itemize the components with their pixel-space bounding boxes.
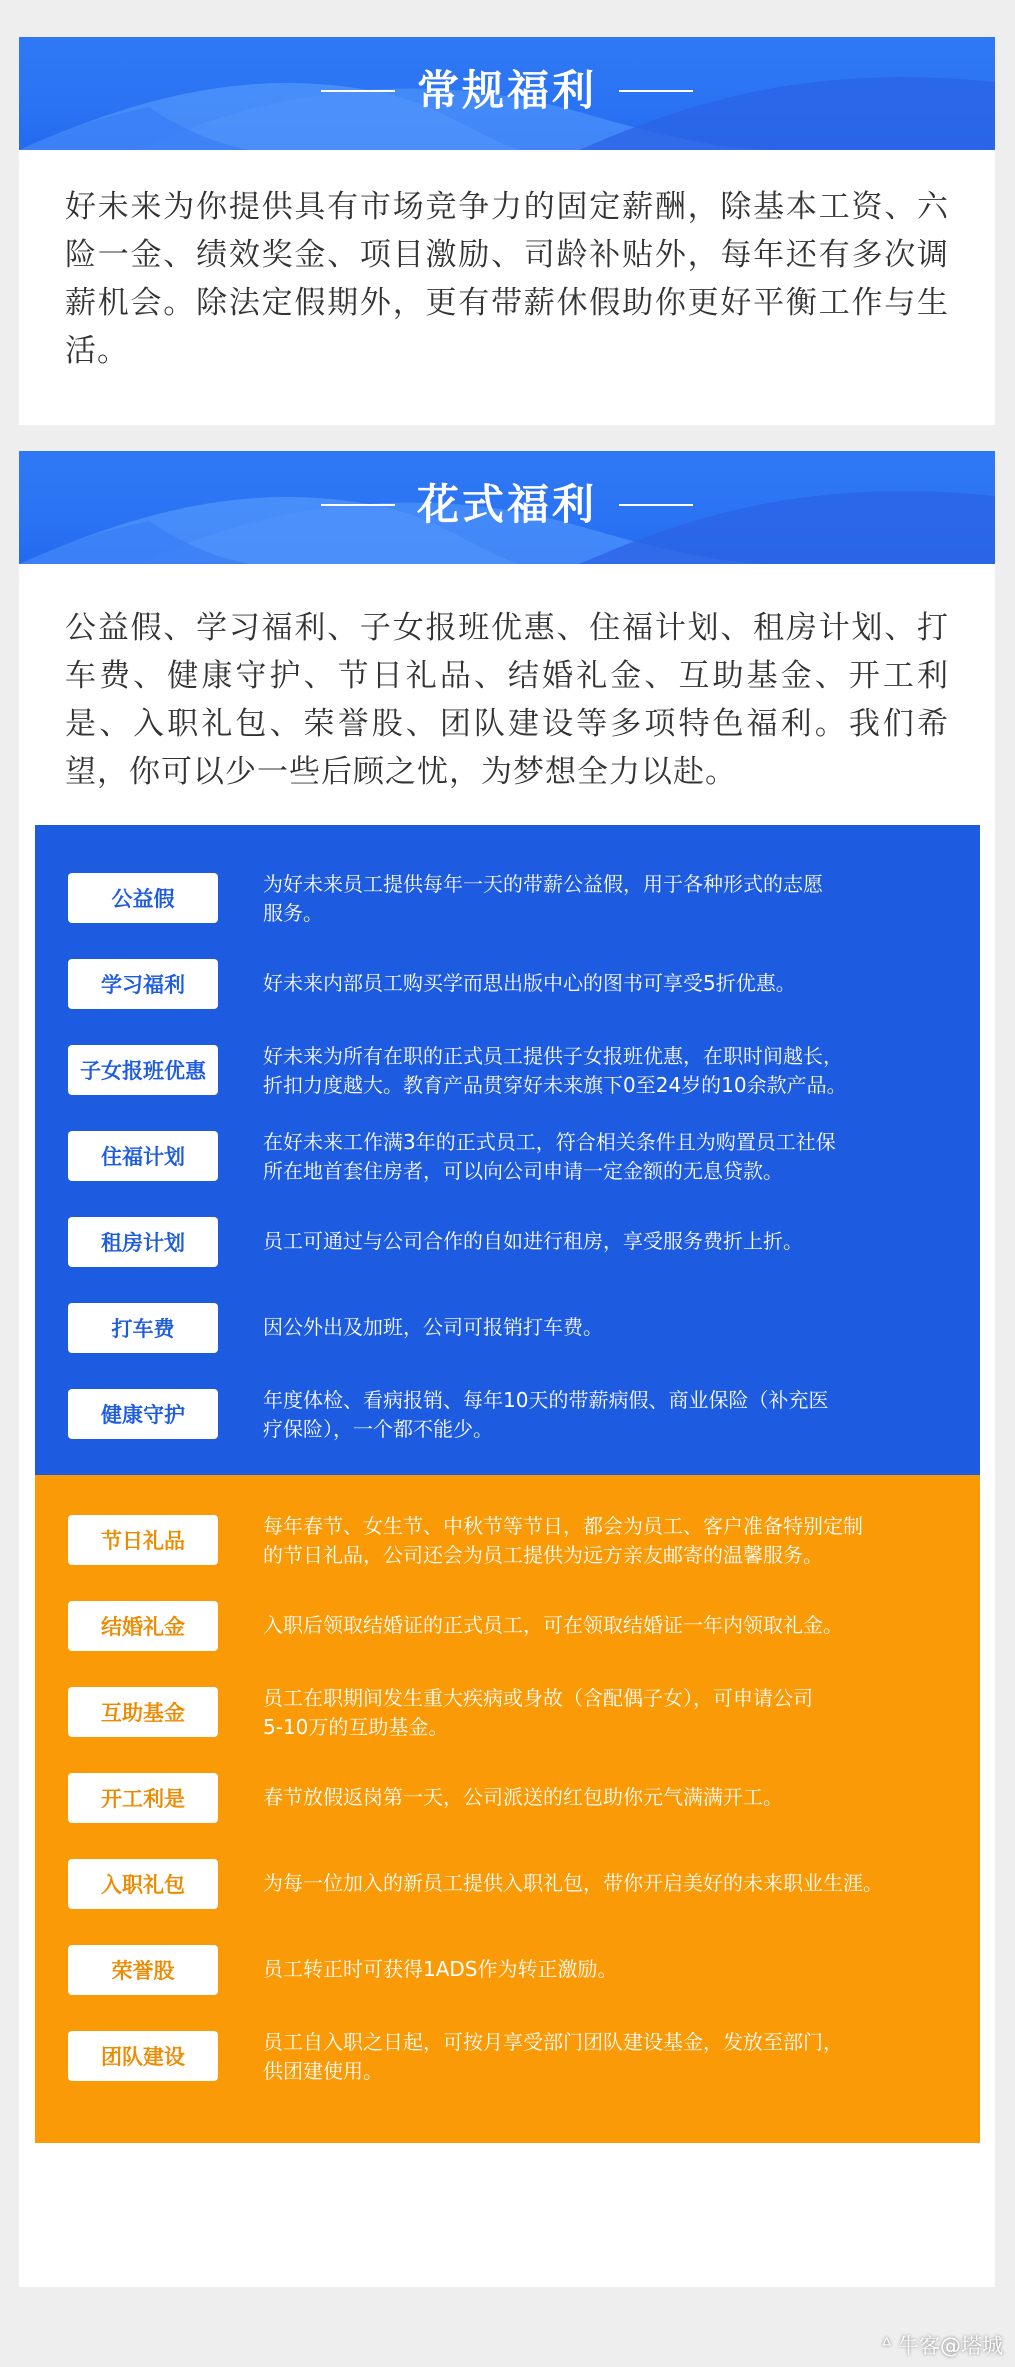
benefit-description [263,1227,975,1256]
special-benefits-card [19,451,995,2287]
benefit-desc-line: 员工在职期间发生重大疾病或身故（含配偶子女），可申请公司 [263,1686,813,1710]
benefit-description [263,1955,975,1984]
benefit-desc-line: 因公外出及加班，公司可报销打车费。 [263,1315,603,1339]
benefit-desc-line: 入职后领取结婚证的正式员工，可在领取结婚证一年内领取礼金。 [263,1613,843,1637]
benefit-desc-line: 员工转正时可获得1ADS作为转正激励。 [263,1957,618,1981]
benefit-desc-line: 年度体检、看病报销、每年10天的带薪病假、商业保险（补充医 [263,1388,829,1412]
benefit-description [263,969,975,998]
special-benefits-title-group [19,475,995,535]
benefit-tag: 健康守护 [68,1389,218,1439]
benefit-desc-line: 折扣力度越大。教育产品贯穿好未来旗下0至24岁的10余款产品。 [263,1073,847,1097]
benefit-tag: 租房计划 [68,1217,218,1267]
benefit-tag: 团队建设 [68,2031,218,2081]
benefit-tag: 荣誉股 [68,1945,218,1995]
benefit-desc-line: 员工自入职之日起，可按月享受部门团队建设基金，发放至部门， [263,2030,843,2054]
title-right-line [619,90,693,92]
benefit-desc-line: 疗保险），一个都不能少。 [263,1417,493,1441]
benefit-desc-line: 的节日礼品，公司还会为员工提供为远方亲友邮寄的温馨服务。 [263,1543,823,1567]
benefit-tag: 子女报班优惠 [68,1045,218,1095]
blue-benefits-block [35,825,980,1475]
benefit-tag: 打车费 [68,1303,218,1353]
benefit-desc-line: 为每一位加入的新员工提供入职礼包，带你开启美好的未来职业生涯。 [263,1871,883,1895]
benefit-description [263,1783,975,1812]
special-benefits-banner [19,451,995,564]
benefit-tag: 开工利是 [68,1773,218,1823]
benefit-tag: 互助基金 [68,1687,218,1737]
benefit-description [263,1869,975,1898]
benefit-desc-line: 员工可通过与公司合作的自如进行租房，享受服务费折上折。 [263,1229,803,1253]
regular-benefits-card [19,37,995,425]
benefit-description [263,1611,975,1640]
benefit-tag: 结婚礼金 [68,1601,218,1651]
special-benefits-title: 花式福利 [416,480,597,529]
benefit-description [263,1042,975,1100]
benefit-description [263,1684,975,1742]
benefit-tag: 住福计划 [68,1131,218,1181]
regular-benefits-intro: 好未来为你提供具有市场竞争力的固定薪酬，除基本工资、六险一金、绩效奖金、项目激励、司龄补贴外，每年还有多次调薪机会。除法定假期外，更有带薪休假助你更好平衡工作与生活。 [65,189,949,369]
title-right-line [619,504,693,506]
benefit-tag: 入职礼包 [68,1859,218,1909]
benefit-tag: 节日礼品 [68,1515,218,1565]
niuke-logo-icon: ᐞ [881,2333,892,2357]
benefit-desc-line: 供团建使用。 [263,2059,383,2083]
benefit-description [263,1512,975,1570]
orange-benefits-block [35,1475,980,2143]
benefit-tag: 公益假 [68,873,218,923]
special-benefits-intro: 公益假、学习福利、子女报班优惠、住福计划、租房计划、打车费、健康守护、节日礼品、结婚礼金、互助基金、开工利是、入职礼包、荣誉股、团队建设等多项特色福利。我们希望，你可以少一些后顾之忧，为梦想全力以赴。 [65,610,949,790]
benefit-description [263,1386,975,1444]
benefit-desc-line: 好未来为所有在职的正式员工提供子女报班优惠，在职时间越长， [263,1044,843,1068]
benefit-description [263,1128,975,1186]
benefit-desc-line: 每年春节、女生节、中秋节等节日，都会为员工、客户准备特别定制 [263,1514,863,1538]
benefit-desc-line: 所在地首套住房者，可以向公司申请一定金额的无息贷款。 [263,1159,783,1183]
benefit-description [263,1313,975,1342]
benefit-desc-line: 为好未来员工提供每年一天的带薪公益假，用于各种形式的志愿 [263,872,823,896]
benefit-desc-line: 好未来内部员工购买学而思出版中心的图书可享受5折优惠。 [263,971,796,995]
title-left-line [321,504,395,506]
benefit-description [263,870,975,928]
title-left-line [321,90,395,92]
benefit-description [263,2028,975,2086]
benefit-desc-line: 在好未来工作满3年的正式员工，符合相关条件且为购置员工社保 [263,1130,836,1154]
watermark-text: 牛客@塔城 [898,2334,1003,2358]
regular-benefits-title: 常规福利 [416,66,597,115]
regular-benefits-title-group [19,61,995,121]
benefit-desc-line: 春节放假返岗第一天，公司派送的红包助你元气满满开工。 [263,1785,783,1809]
benefit-tag: 学习福利 [68,959,218,1009]
niuke-watermark [881,2330,1003,2360]
benefit-desc-line: 服务。 [263,901,323,925]
benefit-desc-line: 5-10万的互助基金。 [263,1715,449,1739]
regular-benefits-banner [19,37,995,150]
